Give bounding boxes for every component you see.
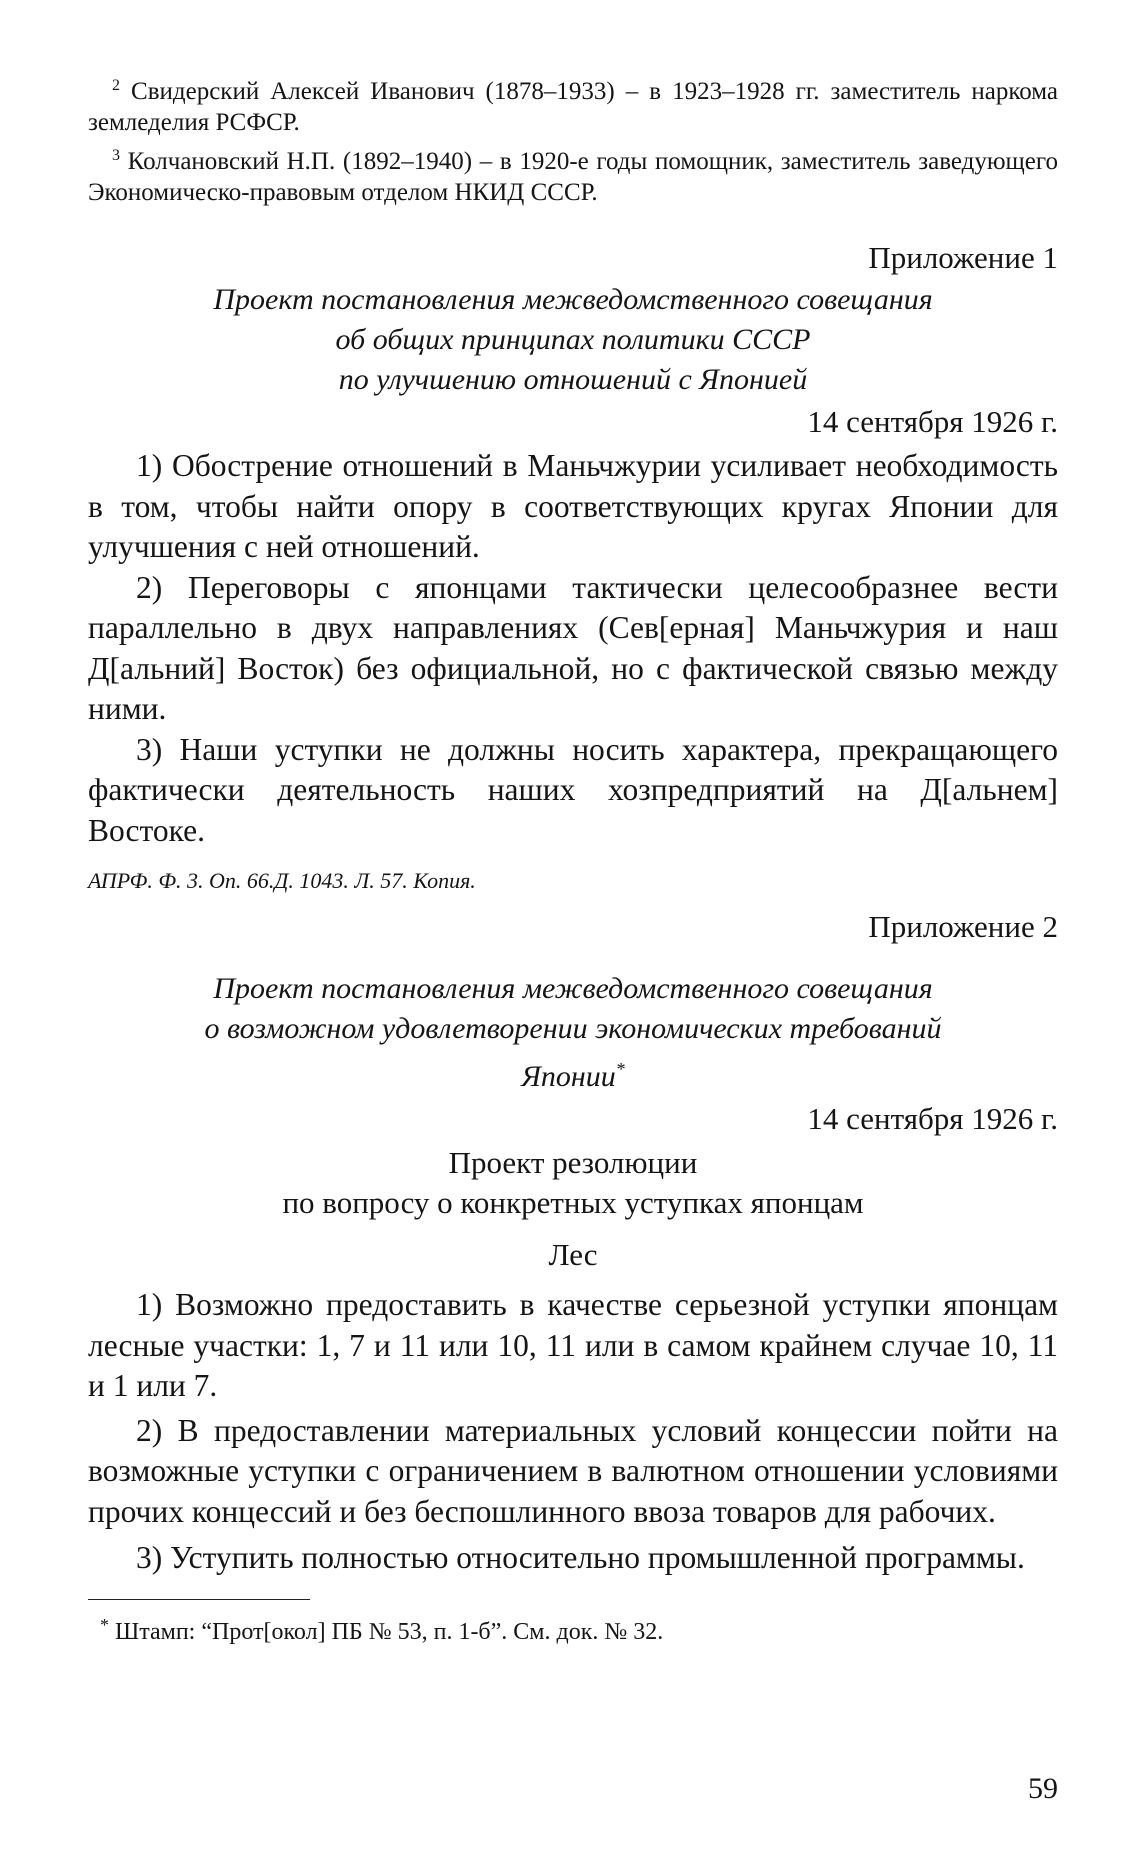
appendix-1-title [88, 280, 1058, 400]
archive-source: АПРФ. Ф. 3. Оп. 66.Д. 1043. Л. 57. Копия. [88, 868, 476, 893]
appendix-2-title [88, 969, 1058, 1097]
document-page [88, 70, 1058, 1850]
title-line: по улучшению отношений с Японией [338, 363, 808, 396]
appendix-2-date: 14 сентября 1926 г. [807, 1101, 1058, 1136]
appendix-2-label: Приложение 2 [868, 909, 1058, 944]
appendix-2-paragraph-3: 3) Уступить полностью относительно промышленной программы. [136, 1540, 1025, 1575]
resolution-heading [88, 1143, 1058, 1223]
appendix-1-paragraph-1: 1) Обострение отношений в Маньчжурии усиливает необходимость в том, чтобы найти опору в соответствующих кругах Японии для улучшения с ней отношений. [88, 448, 1058, 564]
footnote-text: Колчановский Н.П. (1892–1940) – в 1920-е годы помощник, заместитель заведующего Экономическо-правовым отделом НКИД СССР. [88, 148, 1059, 206]
footnote-stamp [88, 1610, 1058, 1647]
resolution-line: Проект резолюции [448, 1145, 698, 1180]
appendix-1-label: Приложение 1 [868, 240, 1058, 275]
resolution-line: по вопросу о конкретных уступках японцам [282, 1185, 864, 1220]
footnote-text: Штамп: “Прот[окол] ПБ № 53, п. 1-б”. См. док. № 32. [115, 1618, 664, 1645]
footnote-marker: * [615, 1059, 625, 1079]
title-line: об общих принципах политики СССР [335, 323, 811, 356]
appendix-1-paragraph-3: 3) Наши уступки не должны носить характера, прекращающего фактически деятельность наших хозпредприятий на Д[альнем] Востоке. [88, 731, 1058, 848]
footnote-marker: 3 [112, 147, 120, 164]
page-number: 59 [1028, 1772, 1058, 1805]
appendix-2-paragraph-2: 2) В предоставлении материальных условий концессии пойти на возможные уступки с ограничением в валютном отношении условиями прочих концессий и без беспошлинного ввоза товаров для рабочих. [88, 1412, 1058, 1529]
footnote-2 [88, 70, 1058, 138]
appendix-1-date: 14 сентября 1926 г. [807, 404, 1058, 439]
footnote-text: Свидерский Алексей Иванович (1878–1933) – в 1923–1928 гг. заместитель наркома земледелия РСФСР. [88, 78, 1058, 136]
appendix-1-paragraph-2: 2) Переговоры с японцами тактически целесообразнее вести параллельно в двух направлениях (Сев[ерная] Маньчжурия и наш Д[альний] Восток) без официальной, но с фактической связью между ними. [88, 569, 1058, 726]
title-last-word: Японии [521, 1060, 616, 1093]
appendix-2-paragraph-1: 1) Возможно предоставить в качестве серьезной уступки японцам лесные участки: 1, 7 и 11 или 10, 11 или в самом крайнем случае 10, 11 и 1 или 7. [88, 1287, 1058, 1403]
title-line: о возможном удовлетворении экономических требований [204, 1012, 942, 1045]
footnote-3 [88, 140, 1058, 208]
title-line [88, 1049, 1058, 1097]
footnote-divider [88, 1599, 310, 1600]
section-heading-forest: Лес [548, 1237, 598, 1272]
title-line: Проект постановления межведомственного совещания [213, 283, 933, 316]
footnote-marker: 2 [112, 77, 120, 94]
title-line: Проект постановления межведомственного совещания [213, 972, 933, 1005]
footnote-marker: * [100, 1614, 109, 1635]
